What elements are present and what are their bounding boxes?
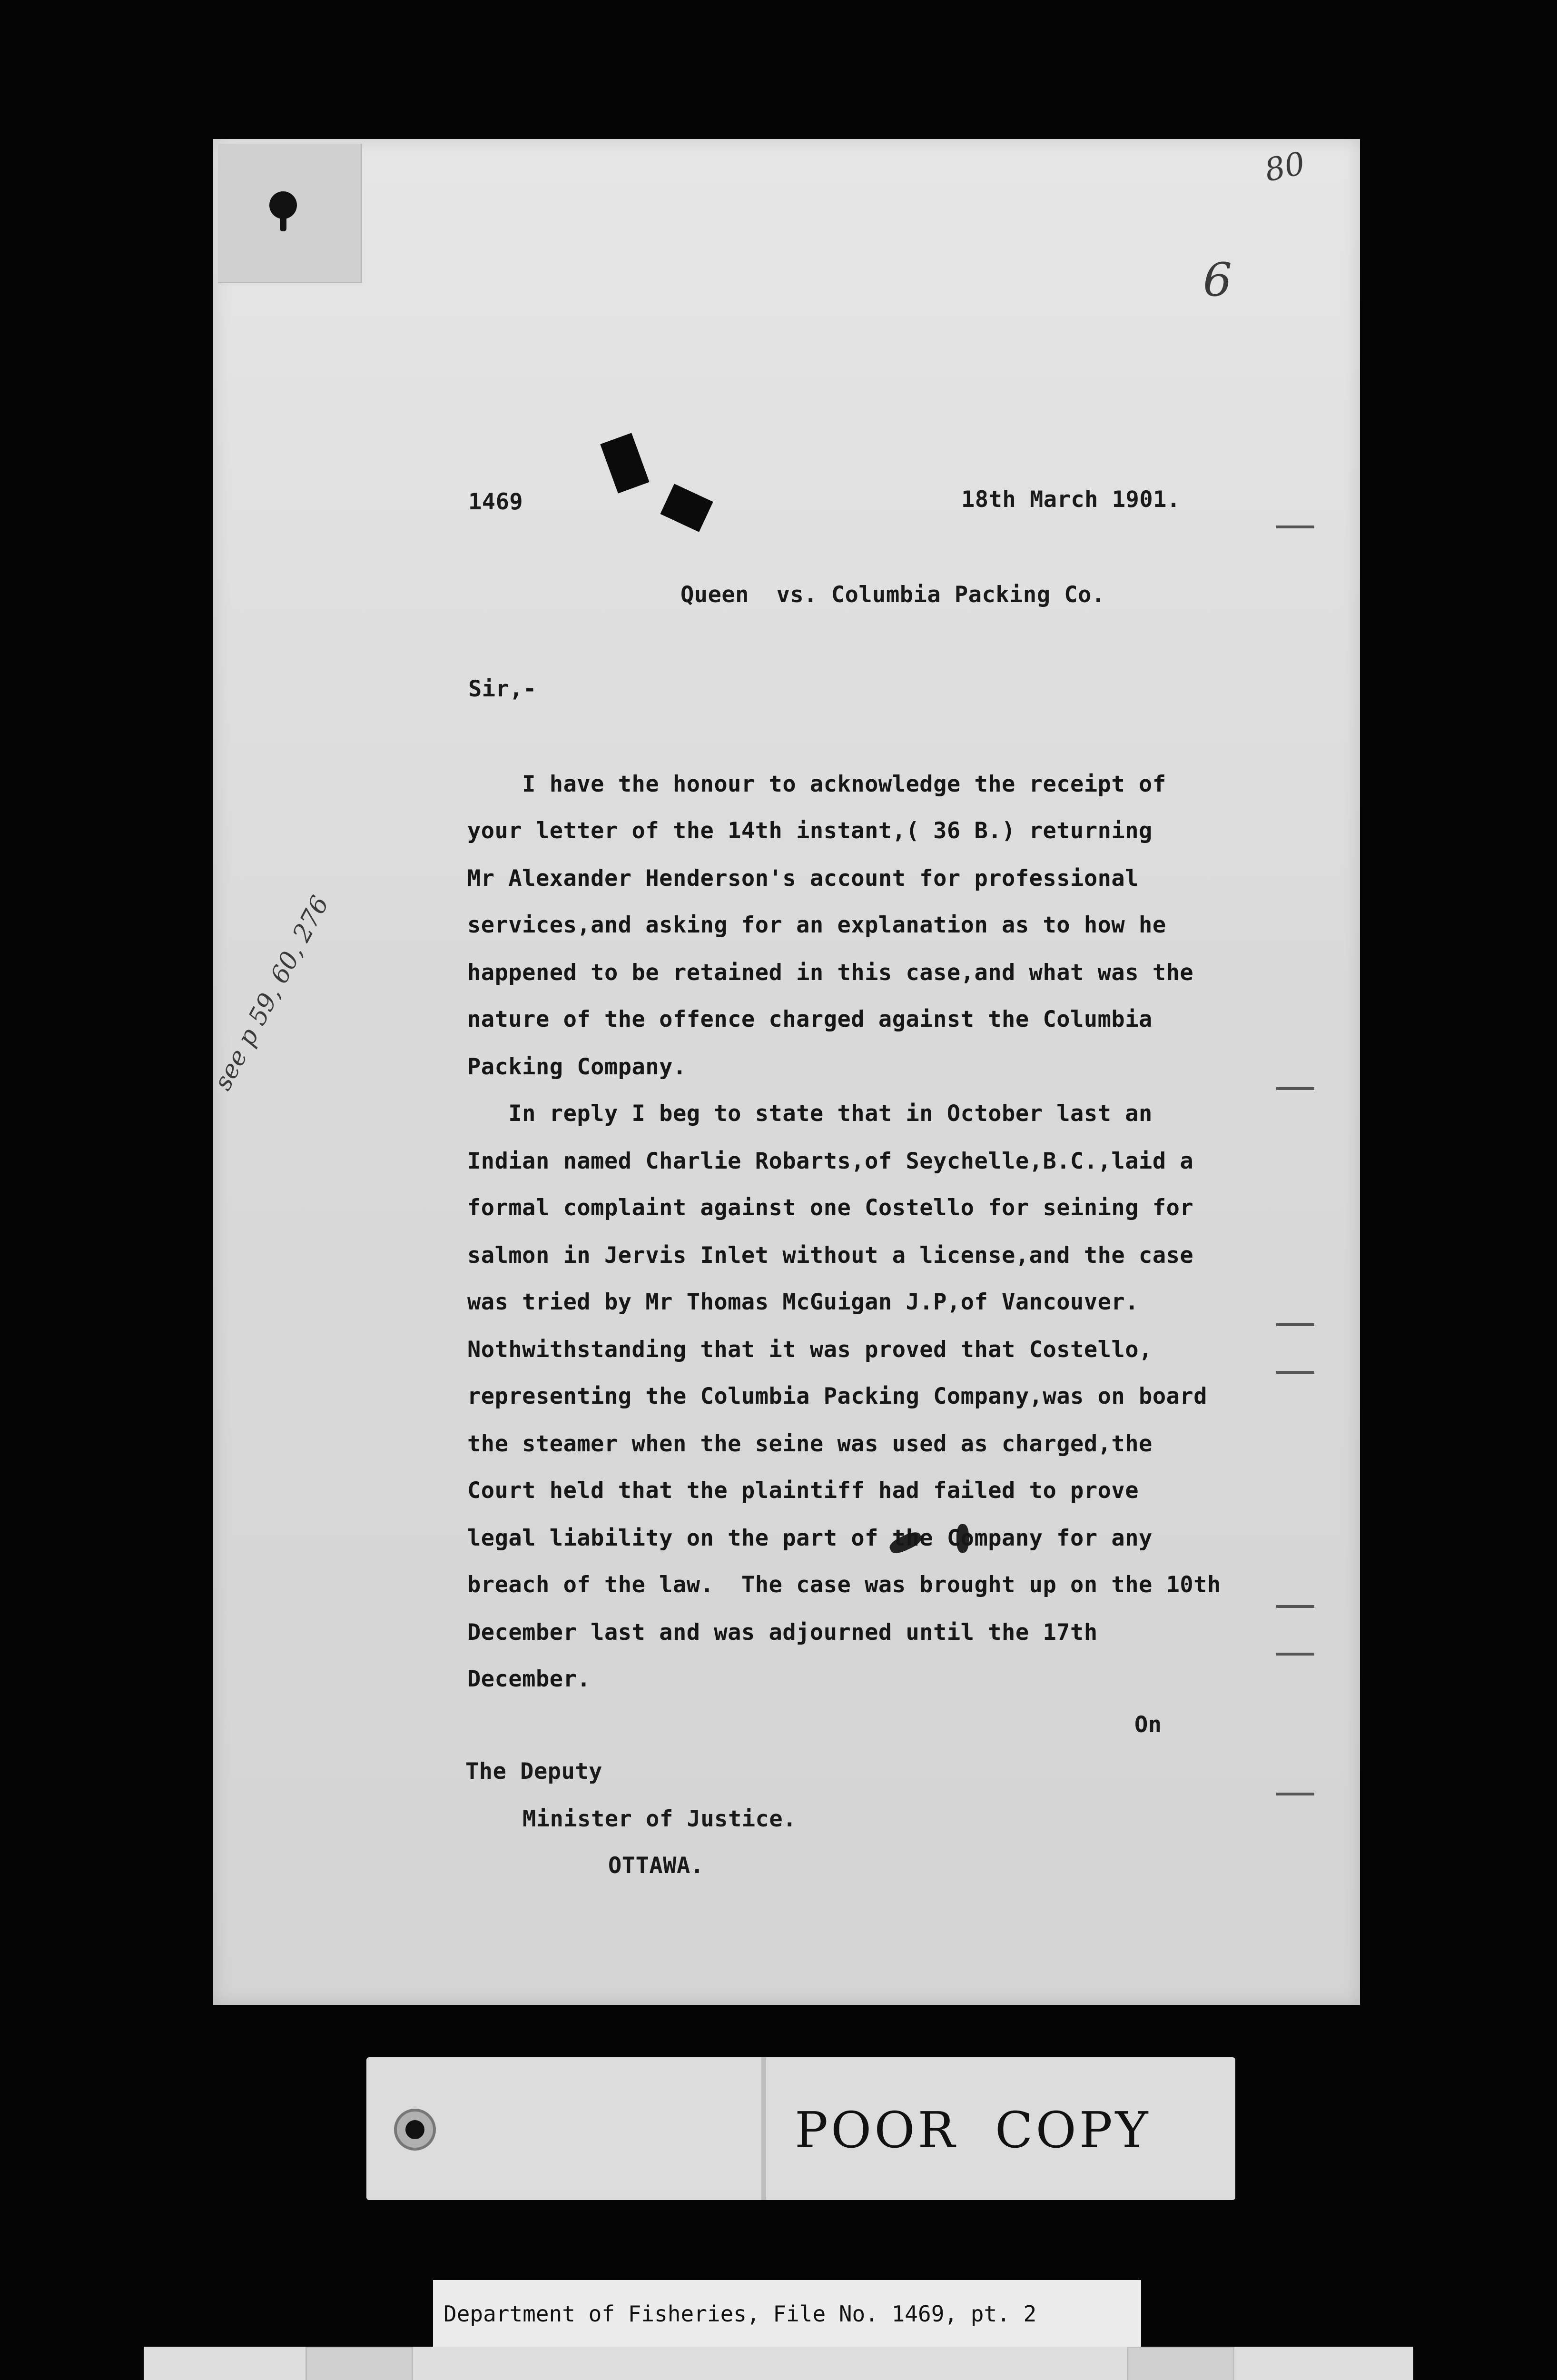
body-line: Mr Alexander Henderson's account for professional [467,865,1139,892]
margin-mark [1276,1653,1314,1656]
letter-date: 18th March 1901. [961,486,1181,513]
file-number: 1469 [468,489,523,515]
tape-piece [1127,2347,1234,2380]
poor-copy-label: POOR COPY [795,2101,1151,2159]
body-line: December. [467,1666,591,1692]
addressee-line: Minister of Justice. [522,1806,797,1832]
body-line: representing the Columbia Packing Company,was on board [467,1383,1208,1409]
body-line: Nothwithstanding that it was proved that Costello, [467,1337,1153,1363]
body-line: was tried by Mr Thomas McGuigan J.P,of Vancouver. [467,1289,1139,1315]
pencil-mark: 6 [1203,253,1232,307]
punch-tab [218,144,362,283]
margin-mark [1276,1793,1314,1795]
body-line: I have the honour to acknowledge the receipt of [467,771,1166,797]
tag-fold [761,2057,766,2200]
body-line: Court held that the plaintiff had failed to prove [467,1478,1139,1504]
margin-mark [1276,1371,1314,1374]
file-reference-text: Department of Fisheries, File No. 1469, pt. 2 [443,2301,1037,2327]
body-line: December last and was adjourned until the 17th [467,1619,1098,1646]
body-line: Packing Company. [467,1054,687,1080]
margin-mark [1276,1605,1314,1608]
addressee-line: The Deputy [465,1758,602,1785]
paper-tear [660,484,713,532]
body-line: nature of the offence charged against the Columbia [467,1006,1153,1032]
paper-tear [600,433,649,493]
margin-note: see p 59, 60, 276 [208,891,335,1095]
body-line: your letter of the 14th instant,( 36 B.) returning [467,818,1153,844]
body-line: breach of the law. The case was brought up on the 10th [467,1572,1221,1598]
punch-hole-icon [269,191,297,219]
addressee-line: OTTAWA. [608,1853,704,1879]
salutation: Sir,- [468,676,537,702]
body-line: happened to be retained in this case,and what was the [467,960,1194,986]
body-line: formal complaint against one Costello for seining for [467,1195,1194,1221]
body-line: Indian named Charlie Robarts,of Seychelle,B.C.,laid a [467,1148,1194,1174]
pencil-folio-number: 80 [1261,145,1309,189]
catchword: On [1134,1712,1162,1738]
body-line: services,and asking for an explanation as to how he [467,912,1166,938]
file-reference-slip [433,2280,1141,2347]
letter-sheet [208,139,1360,2005]
body-line: legal liability on the part of the Company for any [467,1525,1153,1551]
archives-banner [144,2347,1413,2380]
case-subject: Queen vs. Columbia Packing Co. [680,582,1105,608]
margin-mark [1276,1087,1314,1090]
tape-piece [305,2347,413,2380]
eyelet-icon [394,2109,436,2151]
margin-mark [1276,1323,1314,1326]
body-line: In reply I beg to state that in October last an [467,1101,1153,1127]
body-line: the steamer when the seine was used as charged,the [467,1431,1153,1457]
margin-mark [1276,526,1314,528]
poor-copy-tag [366,2057,1235,2200]
body-line: salmon in Jervis Inlet without a license,and the case [467,1242,1194,1269]
